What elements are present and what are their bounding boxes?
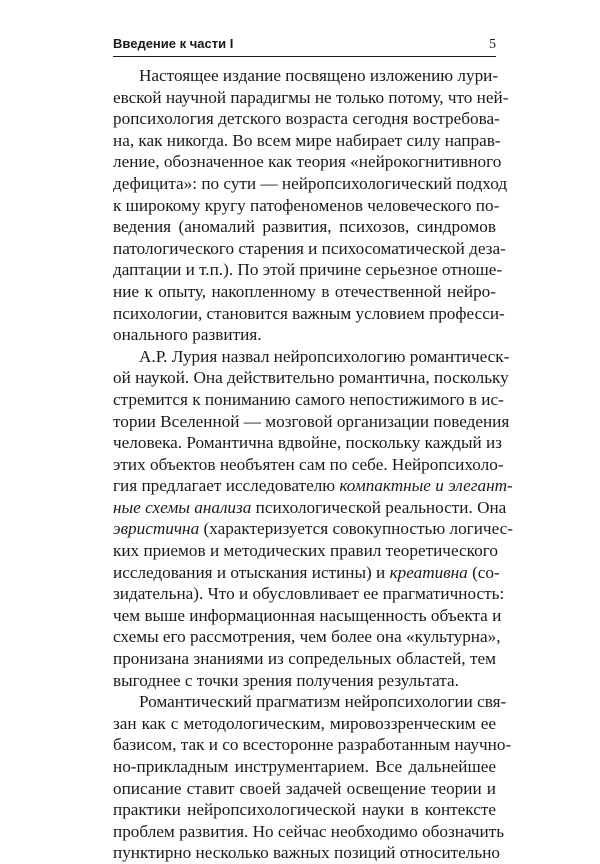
text-line — [113, 799, 496, 821]
text-run: А.Р. Лурия назвал нейропсихологию романтическ- — [139, 346, 510, 366]
header-rule — [113, 56, 496, 57]
text-line — [113, 605, 502, 627]
text-line — [113, 130, 501, 152]
text-run: даптации и т.п.). По этой причине серьезное отноше- — [113, 260, 503, 280]
paragraph — [113, 346, 513, 692]
text-line — [113, 389, 504, 411]
text-run: стремится к пониманию самого непостижимого в ис- — [113, 389, 504, 409]
italic-phrase: компактные и элегант- — [339, 476, 513, 496]
text-line — [113, 497, 507, 519]
text-line — [113, 454, 504, 476]
text-line — [113, 821, 505, 843]
text-run: но-прикладным инструментарием. Все дальнейшее — [113, 757, 496, 776]
text-line — [113, 648, 496, 670]
text-run: чем выше информационная насыщенность объекта и — [113, 605, 502, 625]
text-run: (характеризуется совокупностью логичес- — [199, 519, 513, 539]
text-line — [113, 151, 502, 173]
text-run: базисом, так и со всесторонне разработанным научно- — [113, 735, 512, 755]
text-run: онального развития. — [113, 325, 262, 345]
text-run: этих объектов необъятен сам по себе. Нейропсихоло- — [113, 454, 504, 474]
paragraph — [113, 691, 512, 864]
text-line — [113, 195, 500, 217]
text-run: пунктирно несколько важных позиций относительно — [113, 843, 500, 863]
text-run: ропсихология детского возраста сегодня востребова- — [113, 109, 500, 129]
text-run: психологической реальности. Она — [251, 497, 507, 517]
text-run: к широкому кругу патофеноменов человеческого по- — [113, 195, 500, 215]
text-line — [113, 259, 503, 281]
text-run: исследования и отыскания истины) и — [113, 562, 390, 582]
text-line — [113, 216, 496, 238]
text-run: пронизана знаниями из сопредельных областей, тем — [113, 649, 496, 669]
text-run: патологического старения и психосоматической деза- — [113, 238, 506, 258]
text-line — [113, 173, 508, 195]
running-header — [113, 36, 496, 53]
text-line — [113, 691, 507, 713]
text-line — [113, 626, 501, 648]
text-line — [113, 411, 510, 433]
text-run: выгоднее с точки зрения получения результата. — [113, 670, 459, 690]
text-run: ой наукой. Она действительно романтична, поскольку — [113, 368, 509, 388]
text-run: проблем развития. Но сейчас необходимо обозначить — [113, 821, 505, 841]
text-line — [113, 842, 500, 864]
text-line — [113, 778, 496, 800]
text-line — [113, 562, 500, 584]
body-text — [113, 65, 513, 864]
text-run: (со- — [467, 562, 500, 582]
italic-phrase: ные схемы анализа — [113, 497, 252, 517]
text-run: на, как никогда. Во всем мире набирает силу направ- — [113, 130, 501, 150]
section-title: Введение к части I — [113, 36, 234, 51]
text-run: зидательна). Что и обусловливает ее прагматичность: — [113, 584, 505, 604]
text-run: гия предлагает исследователю — [113, 476, 340, 496]
text-run: ведения (аномалий развития, психозов, синдромов — [113, 217, 496, 237]
text-line — [113, 734, 512, 756]
text-line — [113, 670, 496, 692]
text-run: схемы его рассмотрения, чем более она «культурна», — [113, 627, 501, 647]
text-run: психологии, становится важным условием професси- — [113, 303, 505, 323]
text-run: описание ставит своей задачей освещение теории и — [113, 778, 496, 798]
text-line — [113, 303, 505, 325]
page-number: 5 — [489, 37, 496, 52]
text-run: тории Вселенной — мозговой организации поведения — [113, 411, 510, 431]
italic-phrase: эвристична — [113, 519, 200, 539]
text-run: практики нейропсихологической науки в контексте — [113, 800, 496, 820]
text-line — [113, 713, 496, 735]
text-run: ление, обозначенное как теория «нейрокогнитивного — [113, 152, 502, 172]
text-line — [113, 324, 496, 346]
text-line — [113, 583, 505, 605]
text-line — [113, 346, 510, 368]
italic-phrase: креативна — [389, 562, 468, 582]
text-run: человека. Романтична вдвойне, поскольку каждый из — [113, 433, 502, 453]
text-line — [113, 367, 509, 389]
text-line — [113, 108, 500, 130]
text-line — [113, 65, 499, 87]
text-line — [113, 238, 506, 260]
text-line — [113, 432, 502, 454]
text-line — [113, 756, 496, 778]
text-line — [113, 87, 509, 109]
text-run: евской научной парадигмы не только потому, что ней- — [113, 87, 509, 107]
text-run: Романтический прагматизм нейропсихологии свя- — [139, 692, 507, 712]
text-line — [113, 281, 496, 303]
text-line — [113, 540, 496, 562]
text-run: Настоящее издание посвящено изложению лури- — [139, 66, 499, 85]
text-run: ких приемов и методических правил теоретического — [113, 541, 498, 561]
paragraph — [113, 65, 509, 346]
text-run: зан как с методологическим, мировоззренческим ее — [113, 713, 496, 733]
text-run: ние к опыту, накопленному в отечественной нейро- — [113, 281, 496, 301]
text-line — [113, 475, 513, 497]
text-line — [113, 518, 513, 540]
text-run: дефицита»: по сути — нейропсихологический подход — [113, 173, 508, 193]
